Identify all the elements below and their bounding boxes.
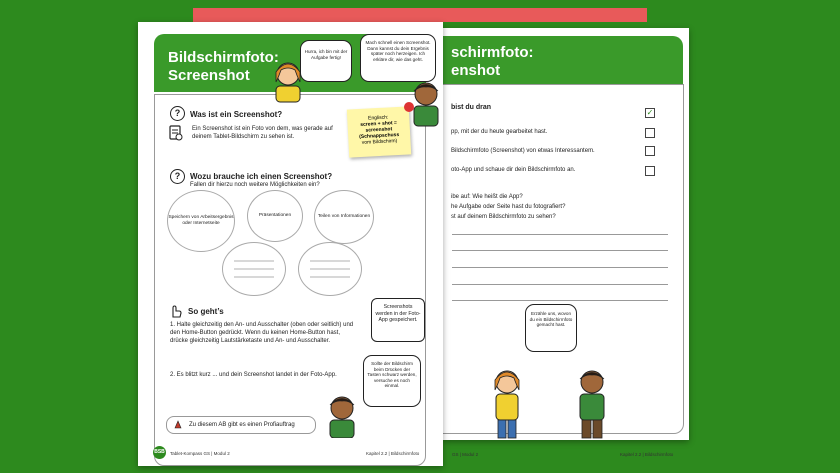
check-item-2-text: Bildschirmfoto (Screenshot) von etwas Interessantem. [451,148,595,154]
section1-heading: Was ist ein Screenshot? [190,110,283,119]
step-2-text: 2. Es blitzt kurz ... und dein Screenshot landet in der Foto-App. [170,372,337,378]
boy-character-icon [326,392,358,438]
empty-circle[interactable] [222,242,286,296]
note-line: (Schnappschuss [359,131,400,141]
use-case-circle: Präsentationen [247,190,303,242]
section2-subtext: Fallen dir hierzu noch weitere Möglichkeiten ein? [190,182,320,188]
girl-character-icon [486,366,528,440]
right-footer-left: GS | Modul 2 [452,452,479,457]
step-1-text: 1. Halte gleichzeitig den An- und Ausschalter (oben oder seitlich) und den Home-Button gedrückt. Wenn du keinen Home-Button hast, drücke gleichzeitig Lautstärketaste und An- und Ausschalter. [170,322,354,344]
answer-line[interactable] [452,284,668,285]
check-item-1-box[interactable]: ✓ [646,108,654,117]
profi-task-text: Zu diesem AB gibt es einen Profiauftrag [189,422,295,428]
right-section-heading: bist du dran [451,104,492,111]
publisher-logo: BSB [153,446,166,459]
question-3: st auf deinem Bildschirmfoto zu sehen? [451,214,556,220]
left-footer-left: Tablet-Kompass GS | Modul 2 [170,451,230,456]
question-icon: ? [170,106,185,121]
right-speech-bubble: Erzähle uns, wovon du ein Bildschirmfoto gemacht hast. [525,304,577,352]
note-line: Englisch: [367,114,389,122]
answer-line[interactable] [452,250,668,251]
right-footer-right: Kapitel 2.2 | Bildschirmfoto [620,452,674,457]
right-title-line1: schirmfoto: [451,44,534,61]
question-icon: ? [170,169,185,184]
boy-character-icon [570,366,614,440]
boy-character-icon [410,78,442,128]
use-case-circle: Speichern von Arbeitsergebnis oder Internetseite [167,190,235,252]
section2-heading: Wozu brauche ich einen Screenshot? [190,172,333,181]
answer-line[interactable] [452,267,668,268]
check-item-2-box[interactable] [645,128,655,138]
empty-circle[interactable] [298,242,362,296]
check-item-3-box[interactable] [645,146,655,156]
note-line: screen + shot = [360,120,398,128]
document-icon [169,125,183,141]
right-title-line2: enshot [451,62,501,79]
left-footer-right: Kapitel 2.2 | Bildschirmfoto [366,451,420,456]
question-1: ibe auf: Wie heißt die App? [451,194,523,200]
tablet-speech-bubble: Screenshots werden in der Foto-App gespeichert. [371,298,425,342]
top-red-bar [193,8,647,22]
check-item-1-text: pp, mit der du heute gearbeitet hast. [451,129,548,135]
question-2: he Aufgabe oder Seite hast du fotografiert? [451,204,566,210]
note-line: vom Bildschirm) [361,138,398,146]
boy-speech-bubble: Mach schnell einen Screenshot. Dann kannst du dein Ergebnis später noch herzeigen. Ich erkläre dir, wie das geht. [360,34,436,82]
section1-text: Ein Screenshot ist ein Foto von dem, was gerade auf deinem Tablet-Bildschirm zu sehen ist. [192,126,333,140]
check-item-3-text: oto-App und schaue dir dein Bildschirmfoto an. [451,167,576,173]
answer-line[interactable] [452,234,668,235]
pin-icon [404,102,414,112]
right-header [443,36,683,84]
girl-character-icon [272,58,304,104]
boy-hint-bubble: Sollte der Bildschirm beim Drücken der Tasten schwarz werden, versuche es noch einmal. [363,355,421,407]
section3-heading: So geht’s [188,307,224,316]
profi-task-banner[interactable] [166,416,316,434]
page-title-line2: Screenshot [168,67,250,84]
use-case-circle: Teilen von Informationen [314,190,374,244]
english-sticky-note [347,106,411,157]
rocket-icon [173,420,183,430]
girl-speech-bubble: Hurra, ich bin mit der Aufgabe fertig! [300,40,352,82]
hand-pointer-icon [168,304,182,318]
answer-line[interactable] [452,300,668,301]
check-item-4-box[interactable] [645,166,655,176]
page-title-line1: Bildschirmfoto: [168,49,279,66]
note-line: screenshot [365,126,393,134]
